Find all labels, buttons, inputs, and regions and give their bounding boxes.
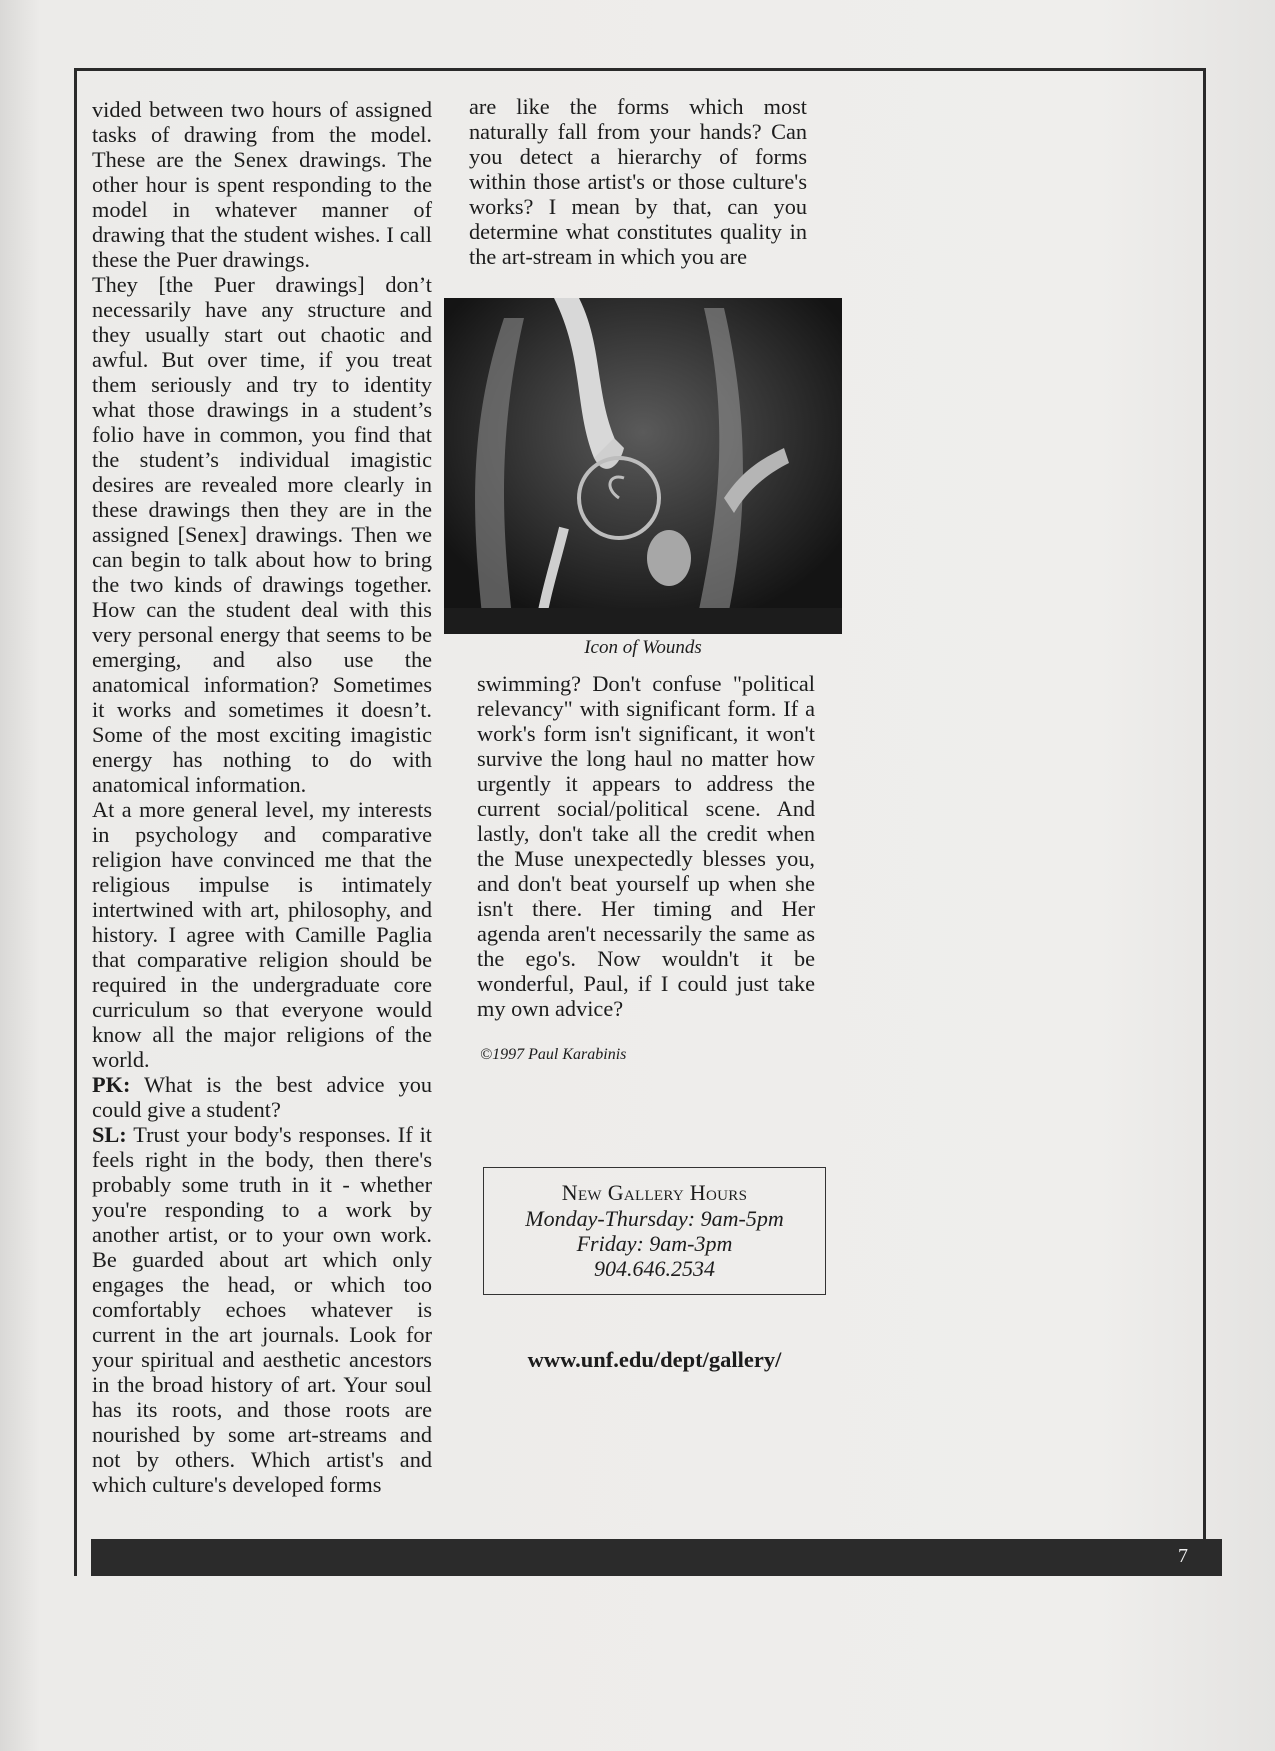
gallery-hours-title: New Gallery Hours — [561, 1180, 748, 1205]
speaker-label-sl: SL: — [92, 1122, 127, 1147]
left-column — [92, 97, 432, 1497]
hours-friday: Friday: 9am-3pm — [576, 1231, 733, 1256]
paragraph-senex-puer: vided between two hours of assigned tasks of drawing from the model. These are the Senex drawings. The other hour is spent responding to the model in whatever manner of drawing that the student wishes. I call these the Puer drawings. — [92, 97, 432, 272]
copyright-notice: ©1997 Paul Karabinis — [480, 1046, 627, 1063]
question-text: What is the best advice you could give a student? — [92, 1072, 432, 1122]
hours-weekday: Monday-Thursday: 9am-5pm — [525, 1206, 784, 1231]
gallery-website-link[interactable]: www.unf.edu/dept/gallery/ — [527, 1347, 782, 1372]
page-number: 7 — [1178, 1545, 1188, 1567]
artwork-illustration — [444, 298, 842, 634]
artwork-caption: Icon of Wounds — [584, 637, 702, 658]
paragraph-advice: swimming? Don't confuse "political relevancy" with significant form. If a work's form isn't significant, it won't survive the long haul no matter how urgently it appears to address the current social/political scene. And lastly, don't take all the credit when the Muse unexpectedly blesses you, and don't beat yourself up when she isn't there. Her timing and Her agenda aren't necessarily the same as the ego's. Now wouldn't it be wonderful, Paul, if I could just take my own advice? — [477, 671, 815, 1021]
answer-text: Trust your body's responses. If it feels right in the body, then there's probably some truth in it - whether you're responding to a work by another artist, or to your own work. Be guarded about art which only engages the head, or which too comfortably echoes whatever is current in the art journals. Look for your spiritual and aesthetic ancestors in the broad history of art. Your soul has its roots, and those roots are nourished by some art-streams and not by others. Which artist's and which culture's developed forms — [92, 1122, 432, 1497]
paragraph-forms: are like the forms which most naturally fall from your hands? Can you detect a hierarchy of forms within those artist's or those culture's works? I mean by that, can you determine what constitutes quality in the art-stream in which you are — [469, 94, 807, 269]
paragraph-religion: At a more general level, my interests in psychology and comparative religion have convinced me that the religious impulse is intimately intertwined with art, philosophy, and history. I agree with Camille Paglia that comparative religion should be required in the undergraduate core curriculum so that everyone would know all the major religions of the world. — [92, 797, 432, 1072]
artwork-image — [444, 298, 842, 634]
question-pk — [92, 1072, 432, 1122]
speaker-label-pk: PK: — [92, 1072, 131, 1097]
right-column-bottom — [477, 671, 815, 1021]
gallery-phone: 904.646.2534 — [594, 1256, 715, 1281]
right-column-top — [469, 94, 807, 269]
footer-bar — [91, 1539, 1222, 1576]
gallery-hours-box — [483, 1167, 826, 1295]
answer-sl — [92, 1122, 432, 1497]
paragraph-puer-drawings: They [the Puer drawings] don’t necessarily have any structure and they usually start out chaotic and awful. But over time, if you treat them seriously and try to identity what those drawings in a student’s folio have in common, you find that the student’s individual imagistic desires are revealed more clearly in these drawings then they are in the assigned [Senex] drawings. Then we can begin to talk about how to bring the two kinds of drawings together. How can the student deal with this very personal energy that seems to be emerging, and also use the anatomical information? Sometimes it works and sometimes it doesn’t. Some of the most exciting imagistic energy has nothing to do with anatomical information. — [92, 272, 432, 797]
